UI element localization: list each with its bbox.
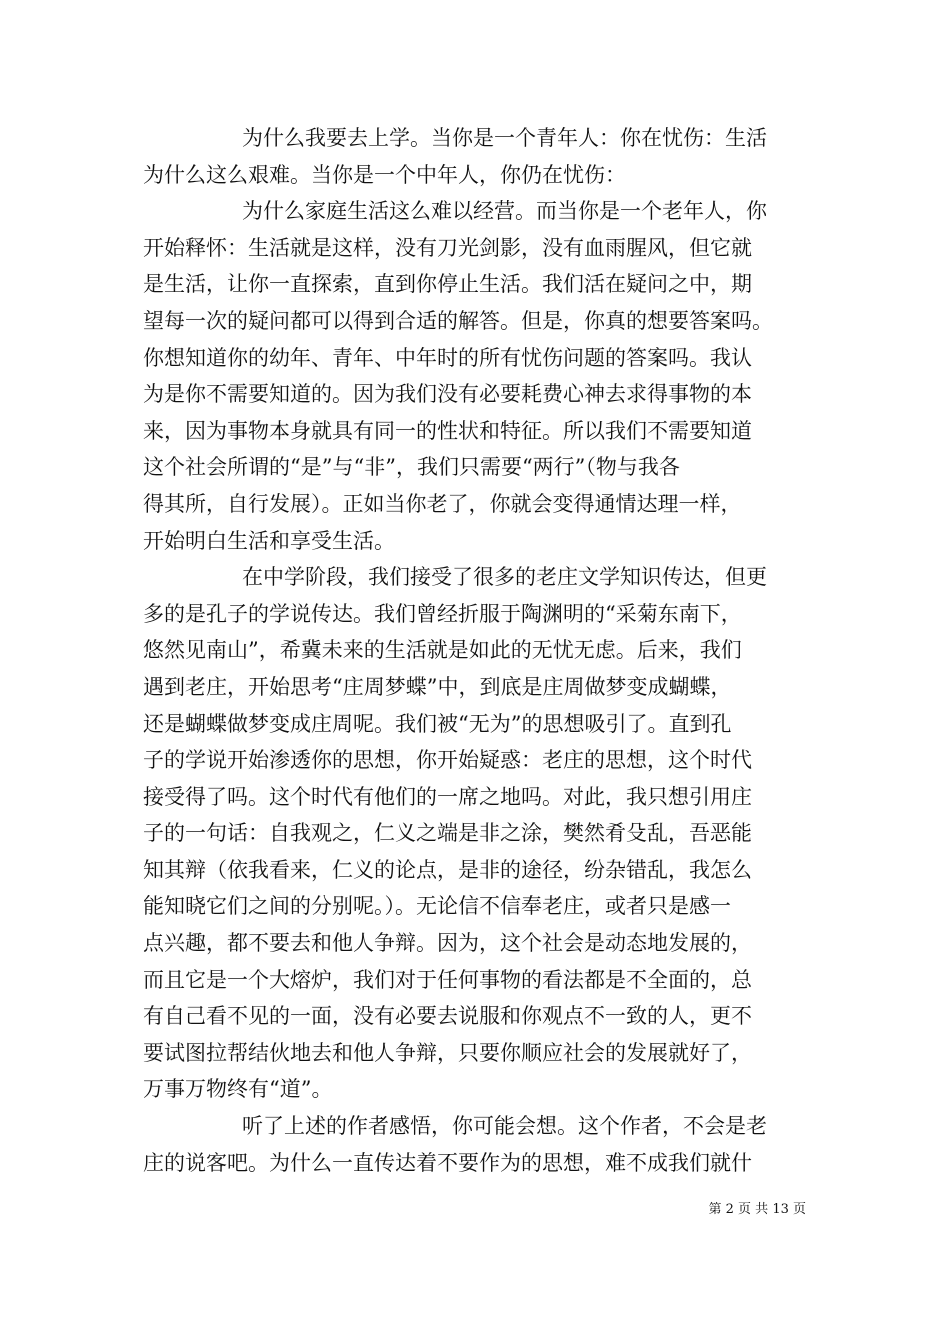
text-line: 开始释怀：生活就是这样，没有刀光剑影，没有血雨腥风，但它就 [143, 235, 752, 260]
text-line: 有自己看不见的一面，没有必要去说服和你观点不一致的人，更不 [143, 1004, 752, 1029]
text-line: 为什么这么艰难。当你是一个中年人，你仍在忧伤： [143, 162, 626, 187]
text-line: 听了上述的作者感悟，你可能会想。这个作者，不会是老 [242, 1114, 767, 1139]
text-line: 接受得了吗。这个时代有他们的一席之地吗。对此，我只想引用庄 [143, 784, 752, 809]
text-line: 庄的说客吧。为什么一直传达着不要作为的思想，难不成我们就什 [143, 1150, 752, 1175]
text-line: 遇到老庄，开始思考“庄周梦蝶”中，到底是庄周做梦变成蝴蝶， [143, 674, 732, 699]
text-line: 知其辩（依我看来，仁义的论点，是非的途径，纷杂错乱，我怎么 [143, 857, 752, 882]
text-line: 点兴趣，都不要去和他人争辩。因为，这个社会是动态地发展的， [143, 931, 752, 956]
text-line: 多的是孔子的学说传达。我们曾经折服于陶渊明的“采菊东南下， [143, 601, 742, 626]
text-line: 望每一次的疑问都可以得到合适的解答。但是，你真的想要答案吗。 [143, 308, 773, 333]
text-line: 子的学说开始渗透你的思想，你开始疑惑：老庄的思想，这个时代 [143, 748, 752, 773]
text-line: 来，因为事物本身就具有同一的性状和特征。所以我们不需要知道 [143, 418, 752, 443]
text-line: 开始明白生活和享受生活。 [143, 528, 395, 553]
text-line: 为是你不需要知道的。因为我们没有必要耗费心神去求得事物的本 [143, 382, 752, 407]
text-line: 能知晓它们之间的分别呢。）。无论信不信奉老庄，或者只是感一 [143, 894, 731, 919]
text-line: 子的一句话：自我观之，仁义之端是非之涂，樊然肴殳乱，吾恶能 [143, 821, 752, 846]
text-line: 要试图拉帮结伙地去和他人争辩，只要你顺应社会的发展就好了， [143, 1040, 752, 1065]
text-line: 为什么我要去上学。当你是一个青年人：你在忧伤：生活 [242, 126, 767, 150]
text-line: 还是蝴蝶做梦变成庄周呢。我们被“无为”的思想吸引了。直到孔 [143, 711, 732, 736]
text-line: 为什么家庭生活这么难以经营。而当你是一个老年人，你 [242, 199, 767, 224]
text-line: 而且它是一个大熔炉，我们对于任何事物的看法都是不全面的，总 [143, 967, 752, 992]
body-text [143, 120, 813, 1181]
page-number: 第 2 页 共 13 页 [708, 1202, 806, 1217]
text-line: 万事万物终有“道”。 [143, 1077, 333, 1102]
text-line: 是生活，让你一直探索，直到你停止生活。我们活在疑问之中，期 [143, 272, 752, 297]
text-line: 你想知道你的幼年、青年、中年时的所有忧伤问题的答案吗。我认 [143, 345, 752, 370]
text-line: 得其所，自行发展）。正如当你老了，你就会变得通情达理一样， [143, 491, 742, 516]
text-line: 这个社会所谓的“是”与“非”，我们只需要“两行”（物与我各 [143, 455, 680, 480]
text-line: 在中学阶段，我们接受了很多的老庄文学知识传达，但更 [242, 565, 767, 590]
text-line: 悠然见南山”，希冀未来的生活就是如此的无忧无虑。后来，我们 [143, 638, 742, 663]
